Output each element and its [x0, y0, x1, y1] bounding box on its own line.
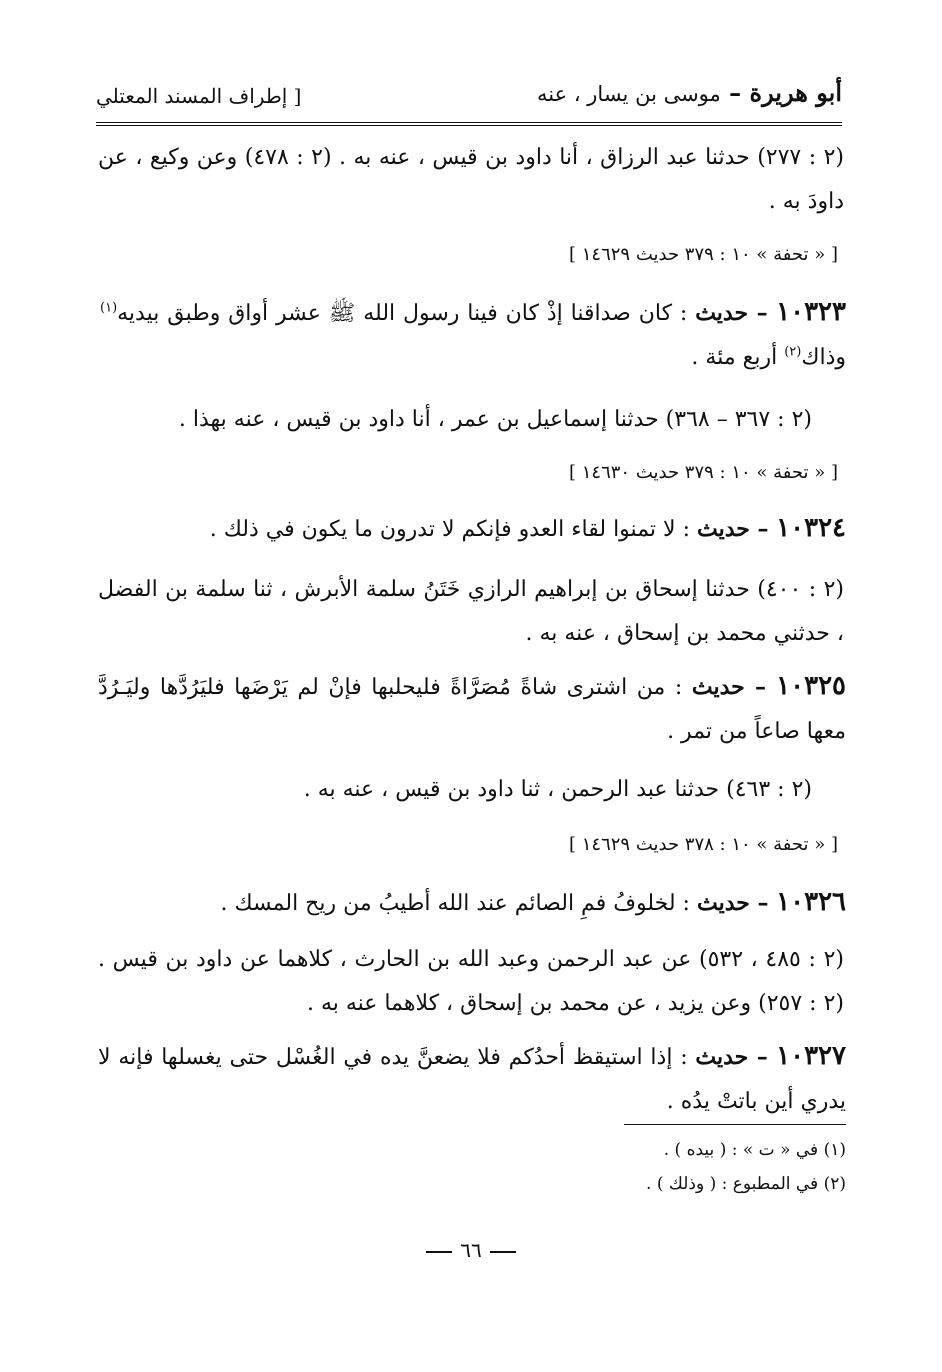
hadith-text: : لخلوفُ فمِ الصائم عند الله أطيبُ من ريح المسك .	[220, 891, 697, 916]
tuhfa-reference-1: [ « تحفة » ١٠ : ٣٧٩ حديث ١٤٦٢٩ ]	[569, 244, 838, 265]
running-header-left: [ إطراف المسند المعتلي	[96, 84, 302, 108]
hadith-text: وذاك	[801, 345, 846, 370]
running-header-right	[462, 78, 842, 107]
tuhfa-reference-2: [ « تحفة » ١٠ : ٣٧٩ حديث ١٤٦٣٠ ]	[569, 462, 838, 483]
footnote-rule	[624, 1124, 846, 1125]
hadith-text: : من اشترى شاةً مُصَرَّاةً فليحلبها فإنْ لم يَرْضَها فليَرُدَّها وليَـرُدَّ معها صاعاً من تمر .	[98, 675, 846, 744]
page-number	[0, 1238, 942, 1262]
hadith-entry-10325	[98, 664, 846, 754]
hadith-keyword: – حديث	[696, 890, 777, 916]
hadith-number: ١٠٣٢٦	[776, 887, 846, 917]
hadith-keyword: – حديث	[695, 1044, 777, 1070]
hadith-number: ١٠٣٢٧	[776, 1041, 846, 1071]
hadith-text: : إذا استيقظ أحدُكم فلا يضعنَّ يده في الغُسْل حتى يغسلها فإنه لا يدري أين باتتْ يدُه .	[98, 1045, 846, 1114]
hadith-entry-10324	[100, 506, 846, 552]
hadith-number: ١٠٣٢٣	[776, 297, 846, 327]
hadith-number: ١٠٣٢٥	[776, 671, 846, 701]
source-paragraph-5: (٢ : ٤٨٥ ، ٥٣٢) عن عبد الرحمن وعبد الله بن الحارث ، كلاهما عن داود بن قيس . (٢ : ٢٥٧) وعن يزيد ، عن محمد بن إسحاق ، كلاهما عنه به .	[98, 947, 844, 1016]
source-paragraph-4: (٢ : ٤٦٣) حدثنا عبد الرحمن ، ثنا داود بن قيس ، عنه به .	[303, 777, 812, 802]
footnote-marker-2: (٢)	[784, 344, 802, 360]
hadith-number: ١٠٣٢٤	[776, 513, 846, 543]
hadith-text: : لا تمنوا لقاء العدو فإنكم لا تدرون ما يكون في ذلك .	[209, 517, 697, 542]
hadith-entry-10326	[100, 880, 846, 926]
hadith-text: : كان صداقنا إذْ كان فينا رسول الله ﷺ عشر أواق وطبق بيديه	[117, 301, 696, 326]
header-rule	[96, 122, 842, 126]
hadith-keyword: – حديث	[691, 674, 777, 700]
hadith-text: أربع مئة .	[691, 345, 785, 370]
source-paragraph-1: (٢ : ٢٧٧) حدثنا عبد الرزاق ، أنا داود بن قيس ، عنه به . (٢ : ٤٧٨) وعن وكيع ، عن داودَ به .	[98, 145, 845, 214]
header-subtitle: موسى بن يسار ، عنه	[537, 82, 721, 106]
hadith-entry-10323	[100, 290, 846, 380]
footnote-marker-1: (١)	[100, 300, 118, 316]
source-paragraph-3: (٢ : ٤٠٠) حدثنا إسحاق بن إبراهيم الرازي خَتَنُ سلمة الأبرش ، ثنا سلمة بن الفضل ، حدثني محمد بن إسحاق ، عنه به .	[98, 577, 844, 646]
tuhfa-reference-3: [ « تحفة » ١٠ : ٣٧٨ حديث ١٤٦٢٩ ]	[569, 834, 838, 855]
hadith-keyword: – حديث	[696, 516, 777, 542]
source-paragraph-2: (٢ : ٣٦٧ – ٣٦٨) حدثنا إسماعيل بن عمر ، أنا داود بن قيس ، عنه بهذا .	[178, 407, 812, 432]
footnote-1: (١) في « ت » : ( بيده ) .	[663, 1140, 846, 1160]
hadith-entry-10327	[98, 1034, 846, 1124]
page-number-dash	[490, 1251, 516, 1253]
hadith-keyword: – حديث	[695, 300, 777, 326]
page-number-dash	[426, 1251, 452, 1253]
footnote-2: (٢) في المطبوع : ( وذلك ) .	[646, 1174, 846, 1194]
header-title: أبو هريرة –	[720, 78, 842, 107]
page-number-value: ٦٦	[460, 1238, 482, 1262]
